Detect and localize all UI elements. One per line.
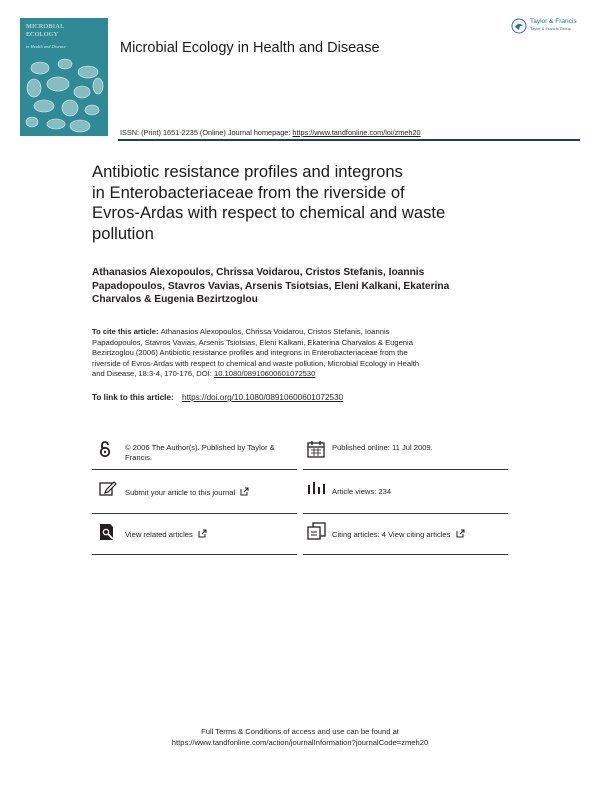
header-rule <box>118 139 580 141</box>
open-access-line: © 2006 The Author(s). Published by Taylor & <box>125 443 275 452</box>
terms-footer <box>0 727 600 748</box>
author-list <box>92 266 522 307</box>
cover-microbe-illustration <box>20 54 108 136</box>
open-access-icon <box>99 440 111 458</box>
external-link-icon <box>198 529 207 538</box>
author-line: Charvalos & Eugenia Bezirtzoglou <box>92 294 258 305</box>
journal-homepage-link[interactable]: https://www.tandfonline.com/loi/zmeh20 <box>292 128 421 137</box>
submit-article-label[interactable]: Submit your article to this journal <box>125 488 236 497</box>
doi-link[interactable]: 10.1080/08910600601072530 <box>214 369 316 378</box>
external-link-icon <box>456 529 465 538</box>
citation-line: Athanasios Alexopoulos, Chrissa Voidarou, Cristos Stefanis, Ioannis <box>160 327 390 336</box>
info-divider <box>92 469 297 470</box>
citation-line: and Disease, 18:3-4, 170-176, DOI: <box>92 369 214 378</box>
author-line: Athanasios Alexopoulos, Chrissa Voidarou, Cristos Stefanis, Ioannis <box>92 267 425 278</box>
citation-block <box>92 327 512 380</box>
link-label: To link to this article: <box>92 393 177 402</box>
citation-label: To cite this article: <box>92 327 161 336</box>
cover-title-line: ECOLOGY <box>26 30 59 38</box>
bar-chart-icon <box>307 481 327 495</box>
related-articles-label[interactable]: View related articles <box>125 530 193 539</box>
journal-title: Microbial Ecology in Health and Disease <box>120 40 380 56</box>
cover-subtitle: in Health and Disease <box>26 44 66 49</box>
related-articles-link[interactable] <box>125 529 207 540</box>
article-title-line: Antibiotic resistance profiles and integrons <box>92 162 403 181</box>
citing-articles-icon[interactable] <box>307 522 327 540</box>
published-online-date: Published online: 11 Jul 2009. <box>332 443 433 452</box>
publisher-logo-name: Taylor & Francis <box>530 18 577 25</box>
citation-line: Bezirtzoglou (2006) Antibiotic resistance profiles and integrons in Enterobacteriaceae from the <box>92 348 408 357</box>
article-title-line: pollution <box>92 223 154 243</box>
citation-line: Papadopoulos, Stavros Vavias, Arsenis Tsiotsias, Eleni Kalkani, Ekaterina Charvalos & Eugenia <box>92 337 413 347</box>
submit-article-icon[interactable] <box>99 480 117 496</box>
citation-line: riverside of Evros-Ardas with respect to chemical and waste pollution, Microbial Ecology in Health <box>92 358 420 368</box>
submit-article-link[interactable] <box>125 487 249 498</box>
citing-articles-label[interactable]: Citing articles: 4 View citing articles <box>332 530 451 539</box>
publisher-logo-sub: Taylor & Francis Group <box>530 26 571 31</box>
info-divider <box>303 469 508 470</box>
article-link-line <box>92 393 343 402</box>
terms-footer-line: Full Terms & Conditions of access and use can be found at <box>201 727 399 736</box>
open-access-line: Francis. <box>125 453 153 462</box>
terms-footer-url[interactable]: https://www.tandfonline.com/action/journalInformation?journalCode=zmeh20 <box>171 737 429 747</box>
article-views-count: Article views: 234 <box>332 487 392 496</box>
article-title-line: Evros-Ardas with respect to chemical and waste <box>92 203 446 222</box>
info-divider <box>303 554 508 555</box>
publisher-logo-icon <box>511 18 527 34</box>
citing-articles-link[interactable] <box>332 529 465 540</box>
publisher-logo <box>510 17 590 37</box>
article-doi-url-link[interactable]: https://doi.org/10.1080/08910600601072530 <box>182 393 344 402</box>
journal-cover-image <box>20 18 108 136</box>
info-divider <box>92 513 297 514</box>
related-articles-icon[interactable] <box>99 523 117 541</box>
cover-title <box>26 23 106 38</box>
issn-line <box>120 128 421 137</box>
calendar-icon <box>307 440 325 458</box>
open-access-notice <box>125 443 305 463</box>
cover-title-line: MICROBIAL <box>26 23 65 30</box>
external-link-icon <box>240 487 249 496</box>
article-title <box>92 162 512 244</box>
issn-text: ISSN: (Print) 1651-2235 (Online) Journal homepage: <box>120 128 293 137</box>
author-line: Papadopoulos, Stavros Vavias, Arsenis Tsiotsias, Eleni Kalkani, Ekaterina <box>92 280 450 292</box>
article-title-line: in Enterobacteriaceae from the riverside of <box>92 182 405 202</box>
info-divider <box>303 513 508 514</box>
info-divider <box>92 554 297 555</box>
